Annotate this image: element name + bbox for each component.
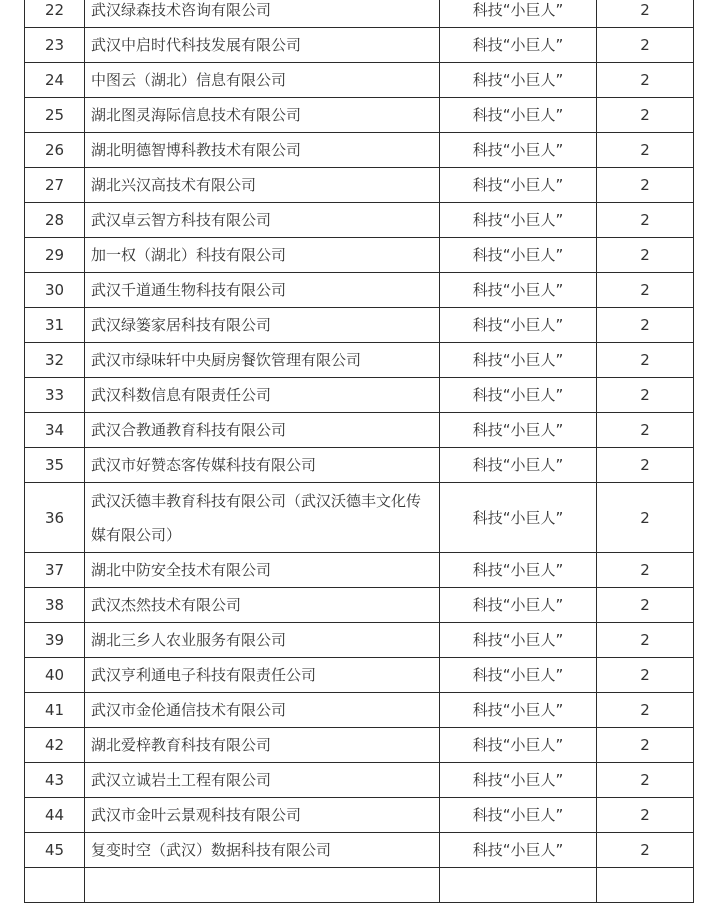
company-name: 武汉市金叶云景观科技有限公司 <box>85 798 440 833</box>
table-row <box>25 798 694 833</box>
row-number: 33 <box>25 378 85 413</box>
table-row <box>25 763 694 798</box>
table-row <box>25 273 694 308</box>
table-row <box>25 238 694 273</box>
company-name: 湖北图灵海际信息技术有限公司 <box>85 98 440 133</box>
level: 2 <box>597 308 694 343</box>
level: 2 <box>597 28 694 63</box>
category: 科技“小巨人” <box>440 203 597 238</box>
company-name: 湖北三乡人农业服务有限公司 <box>85 623 440 658</box>
row-number: 38 <box>25 588 85 623</box>
level: 2 <box>597 168 694 203</box>
table-row <box>25 63 694 98</box>
company-list-table-wrapper <box>24 0 693 903</box>
table-row <box>25 98 694 133</box>
table-row <box>25 693 694 728</box>
level: 2 <box>597 0 694 28</box>
category: 科技“小巨人” <box>440 308 597 343</box>
category: 科技“小巨人” <box>440 413 597 448</box>
level: 2 <box>597 833 694 868</box>
company-name: 武汉立诚岩土工程有限公司 <box>85 763 440 798</box>
level: 2 <box>597 343 694 378</box>
row-number: 22 <box>25 0 85 28</box>
table-body <box>25 0 694 903</box>
row-number: 41 <box>25 693 85 728</box>
category: 科技“小巨人” <box>440 553 597 588</box>
company-name: 湖北中防安全技术有限公司 <box>85 553 440 588</box>
company-name: 武汉卓云智方科技有限公司 <box>85 203 440 238</box>
category: 科技“小巨人” <box>440 378 597 413</box>
category: 科技“小巨人” <box>440 728 597 763</box>
level: 2 <box>597 63 694 98</box>
table-row <box>25 378 694 413</box>
table-row <box>25 658 694 693</box>
category: 科技“小巨人” <box>440 798 597 833</box>
company-name: 武汉科数信息有限责任公司 <box>85 378 440 413</box>
row-number: 31 <box>25 308 85 343</box>
category: 科技“小巨人” <box>440 0 597 28</box>
company-name: 武汉市好赞态客传媒科技有限公司 <box>85 448 440 483</box>
category: 科技“小巨人” <box>440 588 597 623</box>
company-name: 湖北明德智博科教技术有限公司 <box>85 133 440 168</box>
row-number: 27 <box>25 168 85 203</box>
table-row <box>25 553 694 588</box>
row-number: 45 <box>25 833 85 868</box>
level: 2 <box>597 728 694 763</box>
level: 2 <box>597 763 694 798</box>
level: 2 <box>597 798 694 833</box>
level: 2 <box>597 483 694 553</box>
row-number: 25 <box>25 98 85 133</box>
category: 科技“小巨人” <box>440 763 597 798</box>
level: 2 <box>597 133 694 168</box>
table-row <box>25 0 694 28</box>
level: 2 <box>597 658 694 693</box>
level: 2 <box>597 588 694 623</box>
category: 科技“小巨人” <box>440 28 597 63</box>
category: 科技“小巨人” <box>440 133 597 168</box>
company-name <box>85 868 440 903</box>
category: 科技“小巨人” <box>440 238 597 273</box>
company-name: 武汉市金伦通信技术有限公司 <box>85 693 440 728</box>
table-row <box>25 343 694 378</box>
category: 科技“小巨人” <box>440 623 597 658</box>
category: 科技“小巨人” <box>440 658 597 693</box>
row-number: 28 <box>25 203 85 238</box>
level: 2 <box>597 448 694 483</box>
row-number: 39 <box>25 623 85 658</box>
level: 2 <box>597 273 694 308</box>
table-row <box>25 413 694 448</box>
category: 科技“小巨人” <box>440 693 597 728</box>
company-name: 武汉合教通教育科技有限公司 <box>85 413 440 448</box>
company-name: 武汉杰然技术有限公司 <box>85 588 440 623</box>
category: 科技“小巨人” <box>440 98 597 133</box>
level <box>597 868 694 903</box>
row-number: 34 <box>25 413 85 448</box>
category: 科技“小巨人” <box>440 833 597 868</box>
level: 2 <box>597 553 694 588</box>
table-row <box>25 203 694 238</box>
row-number <box>25 868 85 903</box>
row-number: 24 <box>25 63 85 98</box>
company-name: 湖北兴汉高技术有限公司 <box>85 168 440 203</box>
row-number: 29 <box>25 238 85 273</box>
category: 科技“小巨人” <box>440 448 597 483</box>
company-name: 武汉亨利通电子科技有限责任公司 <box>85 658 440 693</box>
company-name: 武汉千道通生物科技有限公司 <box>85 273 440 308</box>
company-name: 武汉绿篓家居科技有限公司 <box>85 308 440 343</box>
category: 科技“小巨人” <box>440 168 597 203</box>
row-number: 32 <box>25 343 85 378</box>
table-row <box>25 483 694 553</box>
row-number: 26 <box>25 133 85 168</box>
table-row <box>25 623 694 658</box>
level: 2 <box>597 378 694 413</box>
category <box>440 868 597 903</box>
row-number: 37 <box>25 553 85 588</box>
company-name: 中图云（湖北）信息有限公司 <box>85 63 440 98</box>
company-name: 武汉沃德丰教育科技有限公司（武汉沃德丰文化传媒有限公司） <box>85 483 440 553</box>
category: 科技“小巨人” <box>440 273 597 308</box>
row-number: 23 <box>25 28 85 63</box>
table-row <box>25 308 694 343</box>
company-name: 湖北爱梓教育科技有限公司 <box>85 728 440 763</box>
level: 2 <box>597 238 694 273</box>
level: 2 <box>597 693 694 728</box>
row-number: 43 <box>25 763 85 798</box>
company-name: 武汉绿森技术咨询有限公司 <box>85 0 440 28</box>
table-row <box>25 448 694 483</box>
row-number: 44 <box>25 798 85 833</box>
category: 科技“小巨人” <box>440 63 597 98</box>
company-name: 武汉中启时代科技发展有限公司 <box>85 28 440 63</box>
table-row <box>25 728 694 763</box>
row-number: 42 <box>25 728 85 763</box>
table-row <box>25 133 694 168</box>
company-name: 复变时空（武汉）数据科技有限公司 <box>85 833 440 868</box>
company-list-table <box>24 0 694 903</box>
company-name: 武汉市绿味轩中央厨房餐饮管理有限公司 <box>85 343 440 378</box>
level: 2 <box>597 98 694 133</box>
row-number: 40 <box>25 658 85 693</box>
level: 2 <box>597 623 694 658</box>
table-row <box>25 168 694 203</box>
row-number: 36 <box>25 483 85 553</box>
table-row <box>25 833 694 868</box>
row-number: 30 <box>25 273 85 308</box>
table-row <box>25 868 694 903</box>
level: 2 <box>597 413 694 448</box>
category: 科技“小巨人” <box>440 483 597 553</box>
table-row <box>25 588 694 623</box>
table-row <box>25 28 694 63</box>
level: 2 <box>597 203 694 238</box>
category: 科技“小巨人” <box>440 343 597 378</box>
row-number: 35 <box>25 448 85 483</box>
company-name: 加一权（湖北）科技有限公司 <box>85 238 440 273</box>
